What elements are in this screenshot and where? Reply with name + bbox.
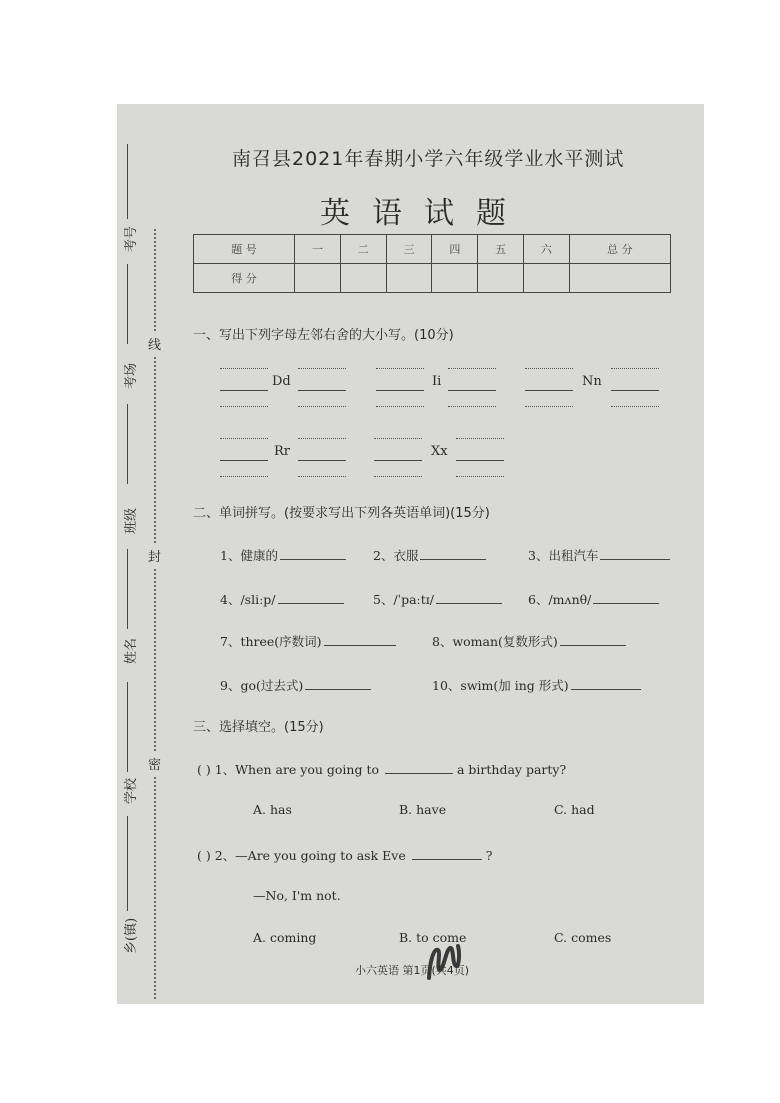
mc-question-1: ( ) 1、When are you going to a birthday party? [197,762,567,777]
answer-blank[interactable] [600,559,670,560]
letter-prompt: Dd [272,374,291,389]
main-title: 英语试题 [320,196,528,231]
score-table-score-row [194,264,671,293]
field-line-name [127,549,128,629]
exam-paper [117,104,704,1004]
answer-line[interactable] [298,390,346,391]
part3-title: 三、选择填空。(15分) [193,720,324,735]
option-b[interactable]: B. to come [399,930,467,945]
part1-title: 一、写出下列字母左邻右舍的大小写。(10分) [193,328,454,343]
score-table-cell: 二 [340,235,386,264]
letter-prompt: Nn [582,374,602,389]
answer-blank[interactable] [436,603,502,604]
spelling-item: 5、/ˈpaːtɪ/ [373,590,502,608]
option-a[interactable]: A. coming [253,930,317,945]
school-title: 南召县2021年春期小学六年级学业水平测试 [232,148,625,170]
letter-prompt: Rr [274,444,291,459]
answer-blank[interactable] [305,689,371,690]
option-c[interactable]: C. had [554,802,595,817]
spelling-item: 1、健康的 [220,546,346,564]
score-input-cell[interactable] [524,264,570,293]
answer-blank[interactable] [420,559,486,560]
mc-question-2: ( ) 2、—Are you going to ask Eve ? [197,848,493,863]
letter-group [220,362,350,412]
score-table-cell: 得 分 [194,264,295,293]
answer-paren[interactable]: ( ) [197,848,211,863]
field-line-exam-no [127,144,128,219]
spelling-item: 8、woman(复数形式) [432,632,626,650]
score-table-header-row [194,235,671,264]
answer-blank[interactable] [412,859,482,860]
field-label-town: 乡(镇) [124,917,139,954]
answer-line[interactable] [611,390,659,391]
score-input-cell[interactable] [295,264,341,293]
page-footer: 小六英语 第1页(共4页) [355,964,470,977]
letter-group [376,362,506,412]
answer-paren[interactable]: ( ) [197,762,211,777]
seal-char-xian: 线 [148,332,161,355]
score-input-cell[interactable] [340,264,386,293]
score-input-cell[interactable] [569,264,670,293]
field-line-town [127,816,128,911]
letter-group [525,362,655,412]
field-line-class [127,404,128,484]
answer-blank[interactable] [385,773,453,774]
spelling-item: 2、衣服 [373,546,486,564]
option-c[interactable]: C. comes [554,930,612,945]
score-input-cell[interactable] [478,264,524,293]
score-table-cell: 五 [478,235,524,264]
answer-blank[interactable] [560,645,626,646]
score-table-cell: 一 [295,235,341,264]
field-label-name: 姓名 [124,637,139,664]
answer-blank[interactable] [593,603,659,604]
answer-line[interactable] [456,460,504,461]
field-label-class: 班级 [124,507,139,534]
score-table-cell: 四 [432,235,478,264]
score-table-cell: 总 分 [569,235,670,264]
score-table-cell: 六 [524,235,570,264]
field-label-school: 学校 [124,777,139,804]
answer-blank[interactable] [278,603,344,604]
letter-group [220,432,350,482]
reply-line: —No, I'm not. [253,888,341,903]
letter-prompt: Ii [432,374,442,389]
option-a[interactable]: A. has [253,802,292,817]
answer-line[interactable] [448,390,496,391]
answer-blank[interactable] [324,645,396,646]
seal-char-mi: 密 [148,752,161,775]
part2-title: 二、单词拼写。(按要求写出下列各英语单词)(15分) [193,506,490,521]
field-line-exam-room [127,264,128,344]
score-table-cell: 题 号 [194,235,295,264]
field-label-exam-no: 考号 [124,225,139,252]
field-line-school [127,682,128,772]
answer-blank[interactable] [280,559,346,560]
spelling-item: 7、three(序数词) [220,632,396,650]
answer-line[interactable] [298,460,346,461]
letter-prompt: Xx [431,444,448,459]
seal-char-feng: 封 [148,544,161,567]
spelling-item: 6、/mʌnθ/ [528,590,659,608]
option-b[interactable]: B. have [399,802,447,817]
score-table [193,234,671,293]
answer-blank[interactable] [571,689,641,690]
score-input-cell[interactable] [386,264,432,293]
spelling-item: 4、/sliːp/ [220,590,344,608]
spelling-item: 10、swim(加 ing 形式) [432,676,641,694]
score-input-cell[interactable] [432,264,478,293]
score-table-cell: 三 [386,235,432,264]
spelling-item: 9、go(过去式) [220,676,371,694]
letter-group [374,432,504,482]
spelling-item: 3、出租汽车 [528,546,670,564]
field-label-exam-room: 考场 [124,362,139,389]
